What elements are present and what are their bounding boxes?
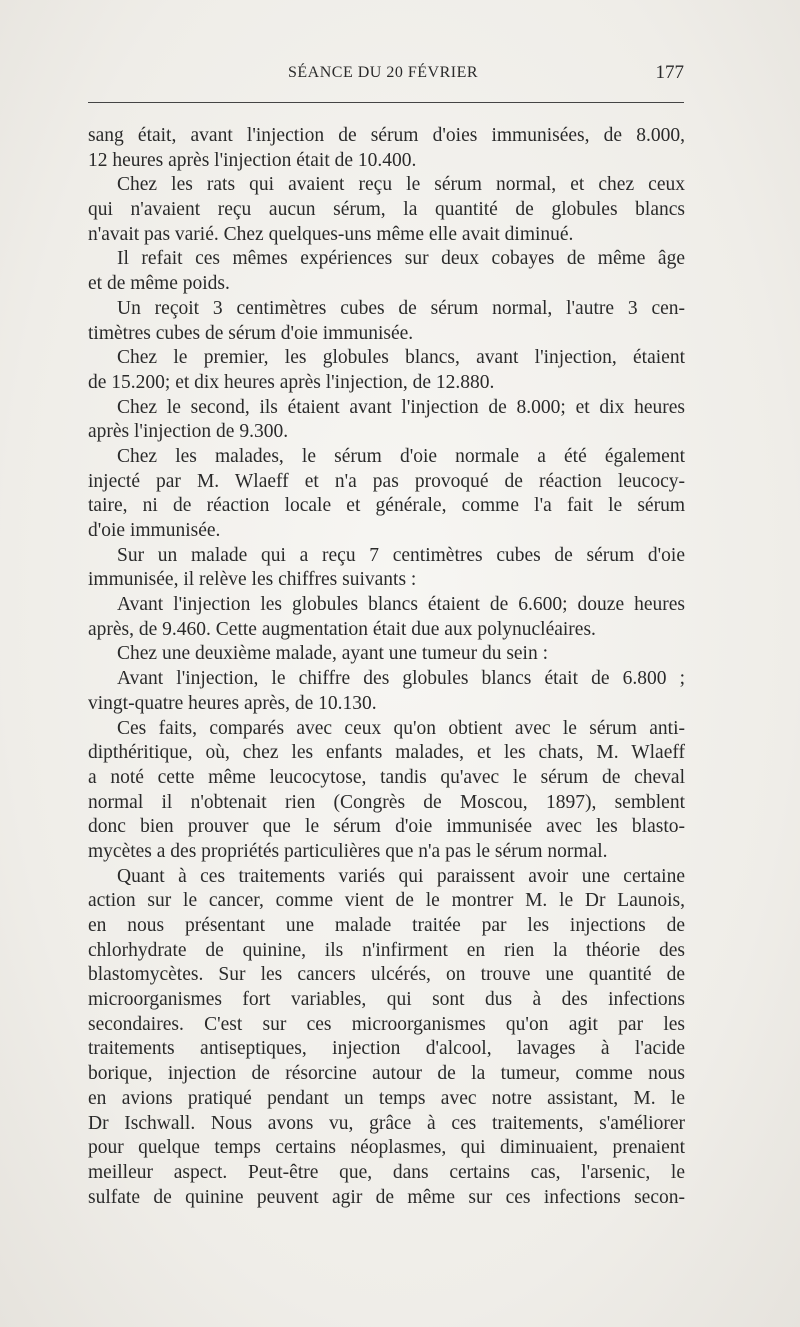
- text-line: dipthéritique, où, chez les enfants malades, et les chats, M. Wlaeff: [88, 742, 685, 764]
- text-line: Quant à ces traitements variés qui paraissent avoir une certaine: [117, 865, 685, 887]
- text-line: et de même poids.: [88, 273, 230, 295]
- text-line: traitements antiseptiques, injection d'alcool, lavages à l'acide: [88, 1038, 685, 1060]
- text-line: Chez le premier, les globules blancs, avant l'injection, étaient: [117, 347, 685, 369]
- text-line: Avant l'injection les globules blancs étaient de 6.600; douze heures: [117, 594, 685, 616]
- text-line: normal il n'obtenait rien (Congrès de Moscou, 1897), semblent: [88, 791, 685, 813]
- text-line: en avions pratiqué pendant un temps avec notre assistant, M. le: [88, 1087, 685, 1109]
- text-line: secondaires. C'est sur ces microorganismes qu'on agit par les: [88, 1013, 685, 1035]
- text-line: Un reçoit 3 centimètres cubes de sérum normal, l'autre 3 cen-: [117, 297, 685, 319]
- text-line: Sur un malade qui a reçu 7 centimètres cubes de sérum d'oie: [117, 544, 685, 566]
- text-line: a noté cette même leucocytose, tandis qu'avec le sérum de cheval: [88, 766, 685, 788]
- text-line: meilleur aspect. Peut-être que, dans certains cas, l'arsenic, le: [88, 1161, 685, 1183]
- text-line: n'avait pas varié. Chez quelques-uns même elle avait diminué.: [88, 223, 574, 245]
- text-line: pour quelque temps certains néoplasmes, qui diminuaient, prenaient: [88, 1137, 685, 1159]
- text-line: timètres cubes de sérum d'oie immunisée.: [88, 322, 414, 344]
- text-line: qui n'avaient reçu aucun sérum, la quantité de globules blancs: [88, 199, 685, 221]
- text-line: Dr Ischwall. Nous avons vu, grâce à ces traitements, s'améliorer: [88, 1112, 685, 1134]
- text-line: Chez une deuxième malade, ayant une tumeur du sein :: [117, 643, 549, 665]
- text-line: sang était, avant l'injection de sérum d'oies immunisées, de 8.000,: [88, 125, 685, 146]
- header-rule: [88, 102, 684, 103]
- text-line: Chez le second, ils étaient avant l'injection de 8.000; et dix heures: [117, 396, 685, 418]
- text-line: Avant l'injection, le chiffre des globules blancs était de 6.800 ;: [117, 668, 685, 690]
- text-line: en nous présentant une malade traitée par les injections de: [88, 915, 685, 936]
- text-line: vingt-quatre heures après, de 10.130.: [88, 692, 377, 714]
- text-line: après, de 9.460. Cette augmentation était due aux polynucléaires.: [88, 618, 596, 640]
- text-line: après l'injection de 9.300.: [88, 421, 289, 443]
- text-line: 12 heures après l'injection était de 10.400.: [88, 149, 417, 171]
- text-line: microorganismes fort variables, qui sont dus à des infections: [88, 989, 685, 1011]
- text-line: borique, injection de résorcine autour de la tumeur, comme nous: [88, 1063, 685, 1085]
- text-line: immunisée, il relève les chiffres suivants :: [88, 569, 417, 591]
- running-head: SÉANCE DU 20 FÉVRIER: [288, 64, 479, 81]
- text-line: Chez les rats qui avaient reçu le sérum normal, et chez ceux: [117, 174, 685, 196]
- text-line: taire, ni de réaction locale et générale, comme l'a fait le sérum: [88, 495, 685, 517]
- text-line: d'oie immunisée.: [88, 520, 221, 541]
- text-line: de 15.200; et dix heures après l'injection, de 12.880.: [88, 371, 495, 393]
- text-line: injecté par M. Wlaeff et n'a pas provoqué de réaction leucocy-: [88, 470, 685, 492]
- text-line: Ces faits, comparés avec ceux qu'on obtient avec le sérum anti-: [117, 717, 685, 739]
- page-header: [88, 62, 684, 92]
- body-text: [88, 124, 685, 1210]
- text-line: blastomycètes. Sur les cancers ulcérés, on trouve une quantité de: [88, 964, 685, 986]
- text-line: action sur le cancer, comme vient de le montrer M. le Dr Launois,: [88, 890, 685, 912]
- text-line: Chez les malades, le sérum d'oie normale a été également: [117, 445, 685, 467]
- page-number: 177: [655, 62, 684, 83]
- text-line: donc bien prouver que le sérum d'oie immunisée avec les blasto-: [88, 816, 685, 838]
- text-line: sulfate de quinine peuvent agir de même sur ces infections secon-: [88, 1186, 685, 1208]
- text-line: mycètes a des propriétés particulières que n'a pas le sérum normal.: [88, 840, 608, 862]
- text-line: Il refait ces mêmes expériences sur deux cobayes de même âge: [117, 248, 685, 270]
- text-line: chlorhydrate de quinine, ils n'infirment en rien la théorie des: [88, 939, 685, 961]
